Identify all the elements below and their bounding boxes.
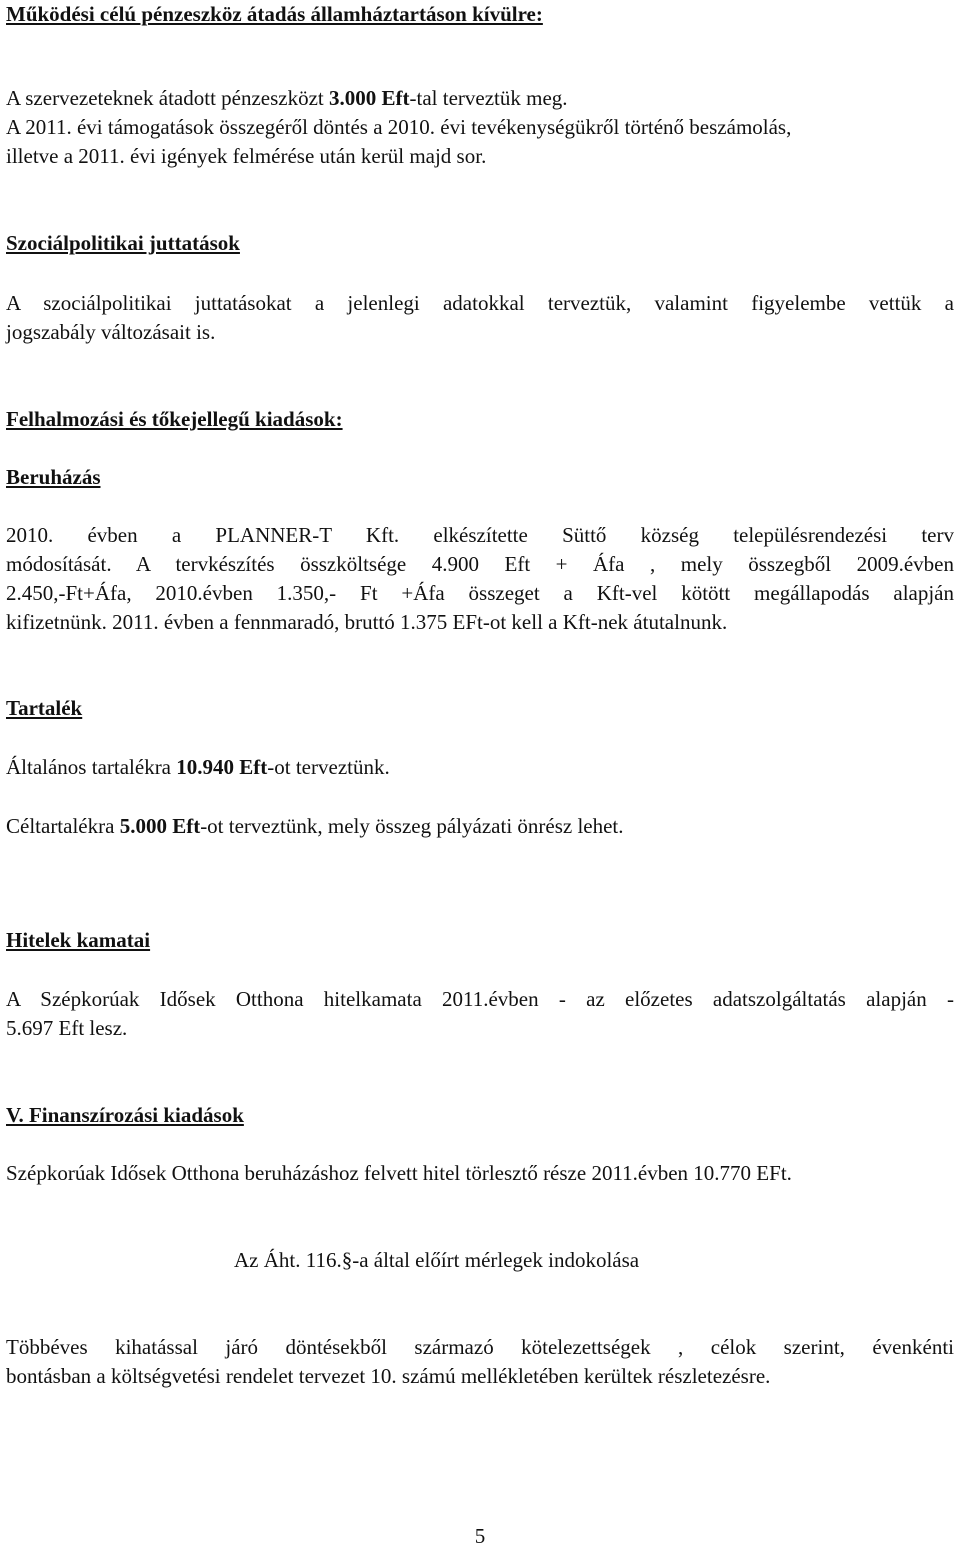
heading-capital-expenditure: Felhalmozási és tőkejellegű kiadások: (6, 407, 343, 431)
text-line: jogszabály változásait is. (6, 320, 216, 344)
text-line: A Szépkorúak Idősek Otthona hitelkamata 2011.évben - az előzetes adatszolgáltatás alapján - (6, 987, 954, 1011)
centered-title-balance-justification: Az Áht. 116.§-a által előírt mérlegek indokolása (234, 1248, 640, 1272)
text-line: Szépkorúak Idősek Otthona beruházáshoz felvett hitel törlesztő része 2011.évben 10.770 EFt. (6, 1161, 792, 1185)
text-line: Többéves kihatással járó döntésekből származó kötelezettségek , célok szerint, évenkénti (6, 1335, 954, 1359)
heading-reserve: Tartalék (6, 696, 83, 720)
text-line: 5.697 Eft lesz. (6, 1016, 128, 1040)
paragraph-operating-transfer (6, 84, 954, 171)
paragraph-multi-year-obligations (6, 1333, 954, 1391)
paragraph-general-reserve: Általános tartalékra 10.940 Eft-ot terveztünk. (6, 755, 390, 779)
paragraph-loan-interest (6, 985, 954, 1043)
text-line: módosítását. A tervkészítés összköltsége 4.900 Eft + Áfa , mely összegből 2009.évben (6, 552, 954, 576)
text-line: bontásban a költségvetési rendelet tervezet 10. számú mellékletében kerültek részletezésre. (6, 1364, 771, 1388)
heading-financing-expenditure: V. Finanszírozási kiadások (6, 1103, 244, 1127)
text-line: 2010. évben a PLANNER-T Kft. elkészítette Süttő község településrendezési terv (6, 523, 954, 547)
heading-loan-interest: Hitelek kamatai (6, 928, 151, 952)
text-line: A szociálpolitikai juttatásokat a jelenlegi adatokkal terveztük, valamint figyelembe vettük a (6, 291, 954, 315)
text-line: 2.450,-Ft+Áfa, 2010.évben 1.350,- Ft +Áfa összeget a Kft-vel kötött megállapodás alapján (6, 581, 954, 605)
text-line: illetve a 2011. évi igények felmérése után kerül majd sor. (6, 144, 487, 168)
paragraph-investment (6, 521, 954, 637)
paragraph-social-benefits (6, 289, 954, 347)
heading-operating-transfer: Működési célú pénzeszköz átadás államháztartáson kívülre: (6, 2, 543, 26)
page-number: 5 (474, 1524, 486, 1548)
text-line: kifizetnünk. 2011. évben a fennmaradó, bruttó 1.375 EFt-ot kell a Kft-nek átutalnunk. (6, 610, 728, 634)
heading-social-benefits: Szociálpolitikai juttatások (6, 231, 240, 255)
paragraph-financing-expenditure (6, 1159, 954, 1188)
text-line: A 2011. évi támogatások összegéről döntés a 2010. évi tevékenységükről történő beszámolás, (6, 115, 792, 139)
paragraph-target-reserve: Céltartalékra 5.000 Eft-ot terveztünk, mely összeg pályázati önrész lehet. (6, 814, 624, 838)
subheading-investment: Beruházás (6, 465, 101, 489)
text-line: A szervezeteknek átadott pénzeszközt 3.000 Eft-tal terveztük meg. (6, 86, 568, 110)
